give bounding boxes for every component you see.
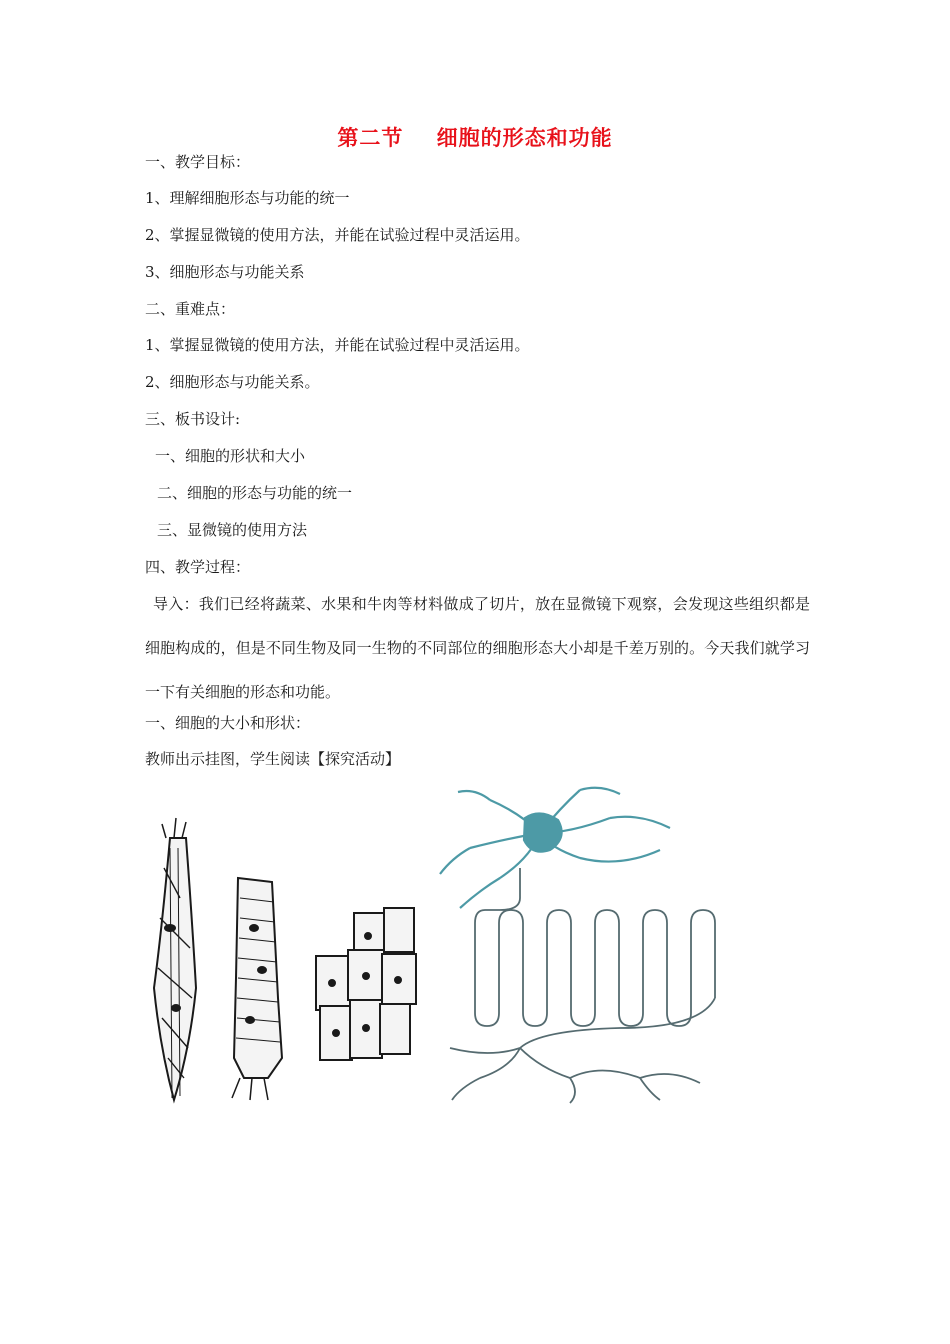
figure-caption: 教师出示挂图，学生阅读【探究活动】 <box>145 750 401 768</box>
cell-illustration <box>140 778 740 1108</box>
neuron-drawing <box>440 788 715 1103</box>
board-item-3: 三、显微镜的使用方法 <box>157 521 308 539</box>
smooth-muscle-cell-drawing <box>154 818 196 1100</box>
muscle-fiber-drawing <box>232 878 282 1100</box>
heading-teaching-process: 四、教学过程： <box>145 558 251 576</box>
epithelial-cells-drawing <box>316 908 416 1060</box>
board-item-2: 二、细胞的形态与功能的统一 <box>157 484 353 502</box>
section-heading-cell-size-shape: 一、细胞的大小和形状： <box>145 714 311 732</box>
key-point-1: 1、掌握显微镜的使用方法，并能在试验过程中灵活运用。 <box>145 336 530 354</box>
goal-item-1: 1、理解细胞形态与功能的统一 <box>145 189 350 207</box>
heading-teaching-goals: 一、教学目标： <box>145 153 251 171</box>
goal-item-2: 2、掌握显微镜的使用方法，并能在试验过程中灵活运用。 <box>145 226 530 244</box>
board-item-1: 一、细胞的形状和大小 <box>155 447 306 465</box>
heading-key-points: 二、重难点： <box>145 300 236 318</box>
heading-board-design: 三、板书设计: <box>145 410 241 428</box>
goal-item-3: 3、细胞形态与功能关系 <box>145 263 305 281</box>
intro-paragraph: 导入：我们已经将蔬菜、水果和牛肉等材料做成了切片，放在显微镜下观察，会发现这些组织都是细胞构成的，但是不同生物及同一生物的不同部位的细胞形态大小却是千差万别的。今天我们就学习一下有关细胞的形态和功能。 <box>145 595 810 701</box>
page-title: 第二节 细胞的形态和功能 <box>337 125 613 150</box>
key-point-2: 2、细胞形态与功能关系。 <box>145 373 320 391</box>
